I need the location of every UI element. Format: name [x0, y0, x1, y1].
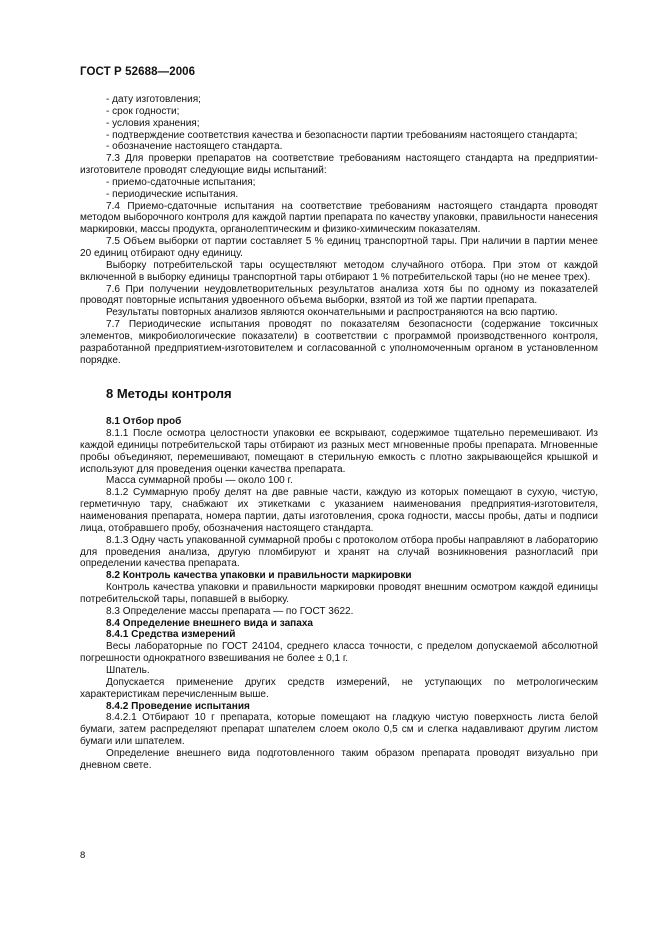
clause-8-1-2: 8.1.2 Суммарную пробу делят на две равные части, каждую из которых помещают в сухую, чистую, герметичную тару, снабжают их этикетками с указанием наименования предприятия-изготовителя, наименования препарата, номера партии, даты изготовления, срока годности, массы пробы, даты и подписи лица, отобравшего пробу, обозначения настоящего стандарта. — [80, 487, 598, 534]
list-item: - приемо-сдаточные испытания; — [106, 176, 256, 188]
clause-8-1-1: 8.1.1 После осмотра целостности упаковки ее вскрывают, содержимое тщательно перемешивают. Из каждой единицы потребительской тары отбирают из разных мест мгновенные пробы препарата. Мгновенные пробы объединяют, перемешивают, помещают в стерильную емкость с плотно закрывающейся крышкой и используют для проведения оценки качества препарата. — [80, 428, 598, 475]
list-item: - периодические испытания. — [106, 188, 239, 200]
list-item: - срок годности; — [106, 105, 180, 117]
list-item: - условия хранения; — [106, 117, 200, 129]
clause-7-5: 7.5 Объем выборки от партии составляет 5 % единиц транспортной тары. При наличии в партии менее 20 единиц отбирают одну единицу. — [80, 236, 598, 259]
paragraph: Допускается применение других средств измерений, не уступающих по метрологическим характеристикам перечисленным выше. — [80, 676, 598, 700]
paragraph: Шпатель. — [106, 664, 150, 676]
clause-7-3: 7.3 Для проверки препаратов на соответствие требованиям настоящего стандарта на предприятии-изготовителе проводят следующие виды испытаний: — [80, 153, 598, 177]
paragraph: Выборку потребительской тары осуществляют методом случайного отбора. При этом от каждой включенной в выборку единицы транспортной тары отбирают 1 % потребительской тары (но не менее трех). — [80, 259, 598, 283]
paragraph: Определение внешнего вида подготовленного таким образом препарата проводят визуально при дневном свете. — [80, 747, 598, 771]
subsection-heading: 8.4.2 Проведение испытания — [106, 700, 250, 712]
paragraph: Весы лабораторные по ГОСТ 24104, среднего класса точности, с пределом допускаемой абсолютной погрешности однократного взвешивания не более ± 0,1 г. — [80, 641, 598, 665]
clause-7-7: 7.7 Периодические испытания проводят по показателям безопасности (содержание токсичных элементов, микробиологические показатели) в соответствии с программой производственного контроля, разработанной предприятием-изготовителем и согласованной с уполномоченным органом в установленном порядке. — [80, 319, 598, 366]
list-item: - дату изготовления; — [106, 94, 201, 105]
paragraph: Масса суммарной пробы — около 100 г. — [106, 475, 293, 487]
list-item: - обозначение настоящего стандарта. — [106, 141, 283, 153]
document-body — [80, 94, 598, 772]
list-item: - подтверждение соответствия качества и безопасности партии требованиям настоящего стандарта; — [106, 129, 578, 141]
paragraph: Контроль качества упаковки и правильности маркировки проводят внешним осмотром каждой единицы потребительской тары, попавшей в выборку. — [80, 582, 598, 605]
subsection-heading: 8.4 Определение внешнего вида и запаха — [106, 617, 313, 629]
paragraph: Результаты повторных анализов являются окончательными и распространяются на всю партию. — [106, 307, 558, 319]
subsection-heading: 8.1 Отбор проб — [106, 416, 182, 428]
clause-8-3: 8.3 Определение массы препарата — по ГОСТ 3622. — [106, 605, 354, 617]
section-heading: 8 Методы контроля — [106, 386, 232, 402]
clause-8-1-3: 8.1.3 Одну часть упакованной суммарной пробы с протоколом отбора пробы направляют в лабораторию для проведения анализа, другую пломбируют и хранят на случай возникновения разногласий при определении качества препарата. — [80, 534, 598, 570]
subsection-heading: 8.4.1 Средства измерений — [106, 629, 236, 641]
subsection-heading: 8.2 Контроль качества упаковки и правильности маркировки — [106, 570, 412, 582]
clause-7-6: 7.6 При получении неудовлетворительных результатов анализа хотя бы по одному из показателей проводят повторные испытания удвоенного объема выборки, взятой из той же партии препарата. — [80, 283, 598, 307]
clause-8-4-2-1: 8.4.2.1 Отбирают 10 г препарата, которые помещают на гладкую чистую поверхность листа белой бумаги, затем распределяют препарат шпателем слоем около 0,5 см и слегка надавливают другим листом бумаги или шпателем. — [80, 712, 598, 748]
clause-7-4: 7.4 Приемо-сдаточные испытания на соответствие требованиям настоящего стандарта проводят методом выборочного контроля для каждой партии препарата по качеству упаковки, правильности нанесения маркировки, массы продукта, органолептическим и физико-химическим показателям. — [80, 200, 598, 236]
document-header: ГОСТ Р 52688—2006 — [80, 66, 196, 78]
page-number: 8 — [80, 850, 86, 861]
